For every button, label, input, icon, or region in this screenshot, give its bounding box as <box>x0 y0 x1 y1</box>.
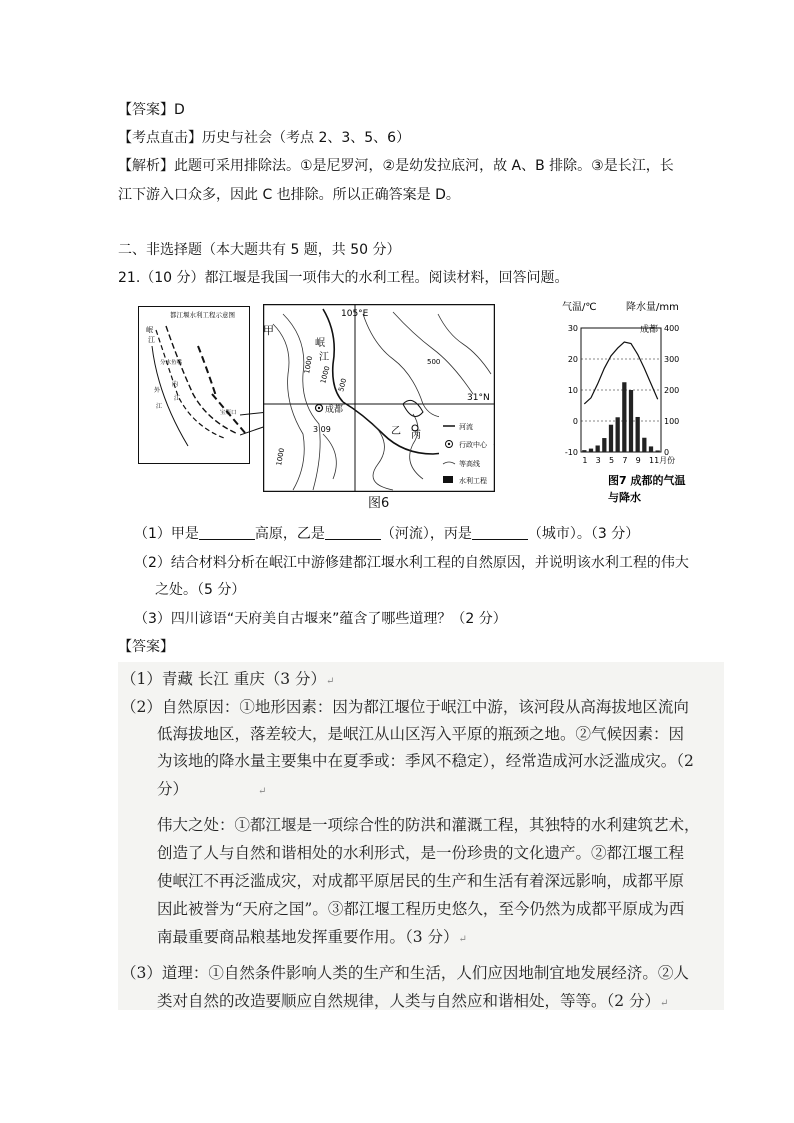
inset-map <box>138 306 250 464</box>
latitude-label: 31°N <box>467 393 490 403</box>
q21-sub3: （3）四川谚语“天府美自古堰来”蕴含了哪些道理？（2 分） <box>134 611 507 627</box>
answer-2-line: 低海拔地区，落差较大，是岷江从山区泻入平原的瓶颈之地。②气候因素：因 <box>157 725 685 743</box>
map-label-jia: 甲 <box>263 324 274 337</box>
inset-label: 宝瓶口 <box>220 410 237 416</box>
yleft-tick: 30 <box>567 324 578 333</box>
sub1-part-c: （河流），丙是 <box>380 526 472 542</box>
map-label-yi: 乙 <box>391 426 401 437</box>
contour-label: 500 <box>427 358 441 366</box>
climate-chart <box>556 298 696 508</box>
precip-bar <box>636 417 640 452</box>
map-label-river: 岷 <box>315 338 325 349</box>
contour-label: 1000 <box>303 355 315 375</box>
yright-tick: 400 <box>664 324 680 333</box>
answer-blank[interactable] <box>325 525 381 540</box>
prev-answer: 【答案】D <box>118 102 185 118</box>
yleft-tick: 0 <box>572 417 578 426</box>
answer-blank[interactable] <box>199 525 255 540</box>
inset-label: 内 <box>172 381 179 388</box>
answer-3-line: （3）道理：①自然条件影响人类的生产和生活，人们应因地制宜地发展经济。②人 <box>121 964 689 982</box>
answer-2-line: 使岷江不再泛滥成灾，对成都平原居民的生产和生活有着深远影响，成都平原 <box>157 872 685 890</box>
q21-sub2-line2: 之处。（5 分） <box>155 582 246 598</box>
x-tick: 11月份 <box>649 456 676 465</box>
x-tick: 1 <box>582 456 588 465</box>
q21-sub1 <box>134 524 639 544</box>
x-tick: 3 <box>595 456 601 465</box>
yright-tick: 300 <box>664 355 680 364</box>
precip-bar <box>596 445 600 452</box>
answer-2-line: 创造了人与自然和谐相处的水利形式，是一份珍贵的文化遗产。②都江堰工程 <box>157 844 685 862</box>
x-tick: 9 <box>635 456 641 465</box>
answer-blank[interactable] <box>472 525 528 540</box>
contour-label: 500 <box>337 377 349 393</box>
inset-label: 江 <box>156 403 163 410</box>
prev-jiexi-2: 江下游入口众多，因此 C 也排除。所以正确答案是 D。 <box>118 187 460 203</box>
contour-label: 1000 <box>319 365 332 385</box>
sub1-part-a: （1）甲是 <box>134 526 199 542</box>
yleft-axis-label: 气温/℃ <box>562 302 597 313</box>
map-label-river: 江 <box>319 352 329 363</box>
prev-kaodian: 【考点直击】历史与社会（考点 2、3、5、6） <box>118 130 411 146</box>
answer-2-line: （2）自然原因：①地形因素：因为都江堰位于岷江中游，该河段从高海拔地区流向 <box>121 698 689 716</box>
precip-bar <box>582 450 586 452</box>
legend-contour: 等高线 <box>459 460 480 468</box>
yright-tick: 100 <box>664 417 680 426</box>
topo-map <box>263 304 495 492</box>
answer-2-line: 为该地的降水量主要集中在夏季或：季风不稳定），经常造成河水泛滥成灾。（2 <box>157 752 694 770</box>
legend-admin-center: 行政中心 <box>459 441 487 449</box>
prev-jiexi-1: 【解析】此题可采用排除法。①是尼罗河，②是幼发拉底河，故 A、B 排除。③是长江，长 <box>118 158 674 174</box>
contour-label: 1000 <box>275 447 287 467</box>
precip-bar <box>629 390 633 452</box>
chart-station: 成都 <box>640 325 659 335</box>
precip-bar <box>609 425 613 452</box>
answer-1: （1）青藏 长江 重庆（3 分）↵ <box>121 670 335 688</box>
legend-river: 河流 <box>459 423 473 431</box>
yright-axis-label: 降水量/mm <box>626 302 679 313</box>
figure6-caption: 图6 <box>368 496 390 511</box>
yleft-tick: 10 <box>567 386 578 395</box>
yright-tick: 200 <box>664 386 680 395</box>
precip-bar <box>602 438 606 452</box>
inset-label: 分水鱼嘴 <box>160 360 183 366</box>
answer-2-line: 分） ↵ <box>157 780 267 798</box>
yleft-tick: -10 <box>564 448 578 457</box>
figure7-caption-1: 图7 成都的气温 <box>608 474 686 487</box>
answer-3-line: 类对自然的改造要顺应自然规律，人类与自然应和谐相处，等等。（2 分）↵ <box>157 992 669 1010</box>
map-label-city: 成都 <box>325 405 344 415</box>
yleft-tick: 20 <box>567 355 578 364</box>
inset-label: 岷 <box>146 326 153 334</box>
q21-sub2-line1: （2）结合材料分析在岷江中游修建都江堰水利工程的自然原因，并说明该水利工程的伟大 <box>134 555 689 571</box>
precip-bar <box>649 446 653 452</box>
x-tick: 5 <box>609 456 615 465</box>
section-heading: 二、非选择题（本大题共有 5 题，共 50 分） <box>118 242 401 258</box>
inset-label: 外 <box>154 387 161 394</box>
inset-label: 江 <box>148 336 155 344</box>
temperature-line <box>584 342 657 404</box>
inset-title: 都江堰水利工程示意图 <box>170 311 235 319</box>
answer-2-line: 伟大之处：①都江堰是一项综合性的防洪和灌溉工程，其独特的水利建筑艺术， <box>157 816 700 834</box>
answer-2-line: 南最重要商品粮基地发挥重要作用。（3 分）↵ <box>157 928 467 946</box>
sub1-part-b: 高原，乙是 <box>254 526 325 542</box>
precip-bar <box>616 417 620 452</box>
q21-answer-label: 【答案】 <box>118 639 174 655</box>
q21-stem: 21.（10 分）都江堰是我国一项伟大的水利工程。阅读材料，回答问题。 <box>118 270 569 286</box>
sub1-part-d: （城市）。（3 分） <box>527 526 640 542</box>
x-tick: 7 <box>622 456 628 465</box>
precip-bar <box>642 438 646 452</box>
inset-label: 江 <box>174 395 181 402</box>
precip-bar <box>622 382 626 452</box>
precip-bar <box>656 450 660 452</box>
figure7-caption-2: 与降水 <box>608 491 641 504</box>
answer-2-line: 因此被誉为“天府之国”。③都江堰工程历史悠久，至今仍然为成都平原成为西 <box>157 900 685 918</box>
contour-label: 3 09 <box>313 425 331 434</box>
precip-bar <box>589 449 593 452</box>
map-label-bing: 丙 <box>411 430 421 441</box>
longitude-label: 105°E <box>341 309 369 319</box>
yright-tick: 0 <box>664 448 670 457</box>
legend-water-project: 水利工程 <box>459 477 487 485</box>
